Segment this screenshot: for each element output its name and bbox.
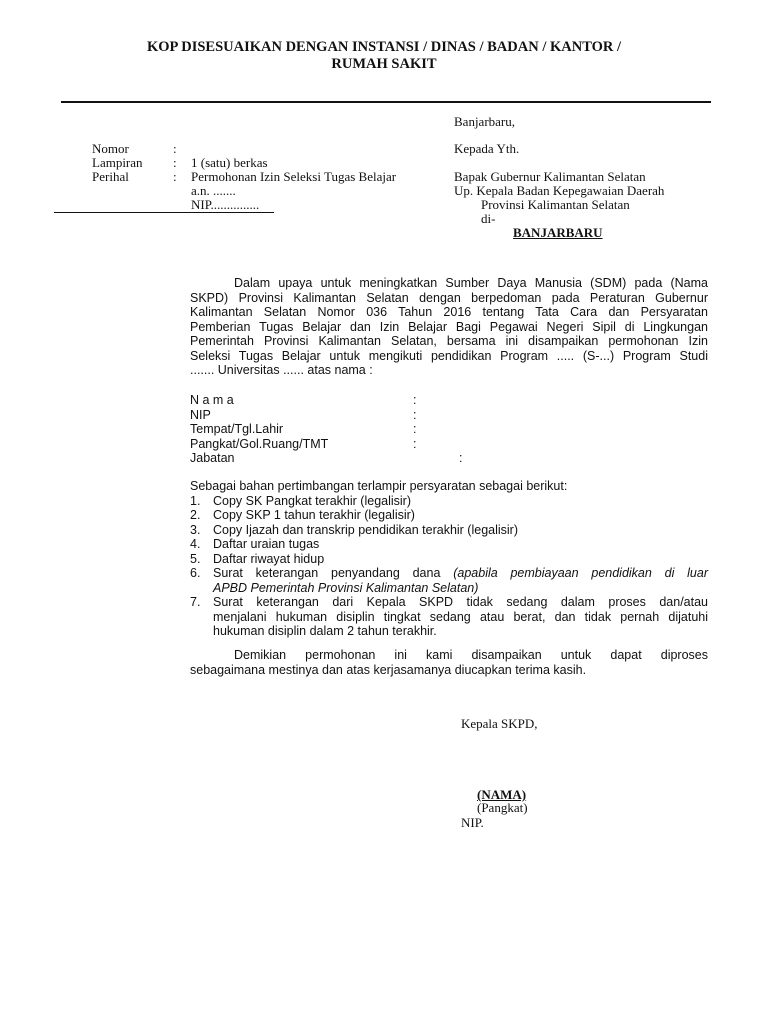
- list-text-line: [213, 566, 708, 581]
- field-label-jabatan: Jabatan: [190, 451, 235, 465]
- list-number: 5.: [190, 551, 201, 566]
- field-colon: :: [413, 436, 417, 451]
- perihal-label: Perihal: [92, 169, 129, 184]
- paragraph-line: ....... Universitas ...... atas nama :: [190, 363, 373, 377]
- list-number: 7.: [190, 595, 201, 609]
- field-colon: :: [459, 451, 463, 465]
- field-colon: :: [413, 422, 417, 436]
- list-text: Daftar uraian tugas: [213, 537, 320, 551]
- closing-line: sebagaimana mestinya dan atas kerjasamanya diucapkan terima kasih.: [190, 662, 587, 677]
- meta-underline: [54, 212, 274, 213]
- list-text-italic: (apabila pembiayaan pendidikan di luar: [453, 566, 708, 580]
- recipient-line-4: di-: [481, 211, 496, 226]
- closing-line: Demikian permohonan ini kami disampaikan untuk dapat diproses: [234, 648, 708, 662]
- list-item: [190, 566, 710, 596]
- paragraph-line: Seleksi Tugas Belajar untuk mengikuti pendidikan Program ..... (S-...) Program Studi: [190, 348, 708, 363]
- perihal-colon: :: [173, 169, 177, 184]
- field-colon: :: [413, 407, 417, 422]
- list-number: 2.: [190, 508, 201, 522]
- list-number: 4.: [190, 537, 201, 551]
- letterhead-line-2: RUMAH SAKIT: [331, 56, 437, 72]
- nomor-label: Nomor: [92, 141, 129, 156]
- nomor-colon: :: [173, 141, 177, 156]
- paragraph-line: Dalam upaya untuk meningkatkan Sumber Daya Manusia (SDM) pada (Nama: [234, 276, 708, 290]
- perihal-an: a.n. .......: [191, 183, 236, 198]
- signature-nip: NIP.: [461, 815, 484, 830]
- list-item: [190, 523, 710, 538]
- letterhead-line-1: KOP DISESUAIKAN DENGAN INSTANSI / DINAS / BADAN / KANTOR /: [146, 39, 622, 55]
- list-number: 6.: [190, 566, 201, 580]
- list-text: Surat keterangan penyandang dana: [213, 566, 441, 580]
- field-label-pangkat: Pangkat/Gol.Ruang/TMT: [190, 436, 329, 451]
- list-text: Copy Ijazah dan transkrip pendidikan terakhir (legalisir): [213, 522, 519, 537]
- paragraph-line: Pemberian Tugas Belajar dan Izin Belajar Bagi Pegawai Negeri Sipil di Lingkungan: [190, 319, 708, 334]
- paragraph-line: SKPD) Provinsi Kalimantan Selatan dengan berpedoman pada Peraturan Gubernur: [190, 290, 708, 305]
- lampiran-colon: :: [173, 155, 177, 170]
- list-text-line: Surat keterangan dari Kepala SKPD tidak sedang dalam proses dan/atau: [213, 595, 708, 609]
- recipient-greeting: Kepada Yth.: [454, 141, 520, 156]
- signature-rank: (Pangkat): [477, 800, 528, 815]
- list-text-line: menjalani hukuman disiplin tingkat sedang atau berat, dan tidak pernah dijatuhi: [213, 609, 708, 624]
- field-label-nama: N a m a: [190, 393, 234, 407]
- list-text-italic: APBD Pemerintah Provinsi Kalimantan Selatan): [213, 580, 479, 595]
- letterhead-divider: [61, 101, 711, 103]
- list-item: [190, 552, 710, 567]
- list-text: Daftar riwayat hidup: [213, 551, 325, 566]
- recipient-city: BANJARBARU: [513, 225, 603, 240]
- lampiran-label: Lampiran: [92, 155, 143, 170]
- list-item: [190, 537, 710, 552]
- paragraph-line: Kalimantan Selatan Nomor 036 Tahun 2016 tentang Tata Cara dan Persyaratan: [190, 305, 708, 319]
- list-item: [190, 595, 710, 639]
- list-intro: Sebagai bahan pertimbangan terlampir persyaratan sebagai berikut:: [190, 479, 568, 493]
- paragraph-line: Pemerintah Provinsi Kalimantan Selatan, bersama ini disampaikan permohonan Izin: [190, 334, 708, 348]
- field-label-ttl: Tempat/Tgl.Lahir: [190, 422, 284, 436]
- field-colon: :: [413, 393, 417, 407]
- signature-name: (NAMA): [477, 787, 527, 802]
- recipient-line-1: Bapak Gubernur Kalimantan Selatan: [454, 169, 646, 184]
- list-text: Copy SK Pangkat terakhir (legalisir): [213, 493, 411, 508]
- perihal-nip: NIP...............: [191, 197, 260, 212]
- list-text: Copy SKP 1 tahun terakhir (legalisir): [213, 508, 415, 522]
- list-number: 3.: [190, 522, 201, 537]
- lampiran-value: 1 (satu) berkas: [191, 155, 268, 170]
- list-item: [190, 508, 710, 523]
- list-number: 1.: [190, 493, 201, 508]
- perihal-value: Permohonan Izin Seleksi Tugas Belajar: [191, 169, 397, 184]
- place-date: Banjarbaru,: [454, 114, 516, 129]
- field-label-nip: NIP: [190, 407, 211, 422]
- signature-title: Kepala SKPD,: [461, 716, 538, 731]
- recipient-line-2: Up. Kepala Badan Kepegawaian Daerah: [454, 183, 665, 198]
- recipient-line-3: Provinsi Kalimantan Selatan: [481, 197, 630, 212]
- list-text-line: hukuman disiplin dalam 2 tahun terakhir.: [213, 624, 437, 638]
- list-item: [190, 494, 710, 509]
